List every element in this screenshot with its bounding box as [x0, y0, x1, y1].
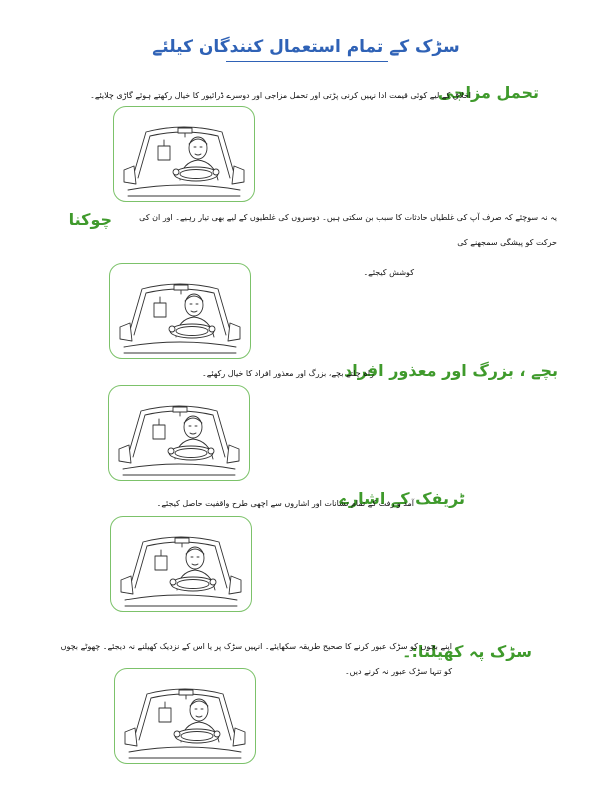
driver-icon — [114, 267, 246, 355]
driver-illustration-1 — [113, 106, 255, 202]
driver-illustration-4 — [110, 516, 252, 612]
section-heading-vulnerable: بچے ، بزرگ اور معذور افراد — [344, 361, 558, 380]
section-text-alert-3: کوشش کیجئے۔ — [363, 268, 414, 277]
driver-illustration-2 — [109, 263, 251, 359]
section-heading-patience: تحمل مزاجی — [437, 83, 539, 102]
title-underline — [226, 61, 388, 62]
section-heading-signals: ٹریفک کے اشارے — [339, 489, 465, 508]
driver-illustration-3 — [108, 385, 250, 481]
driver-illustration-5 — [114, 668, 256, 764]
section-text-alert-2: حرکت کو پیشگی سمجھنے کی — [457, 238, 557, 247]
section-text-patience: اخلاق کے لیے کوئی قیمت ادا نہیں کرنی پڑتی اور تحمل مزاجی اور دوسرے ڈرائیور کا خیال رکھتے ہوئے گاڑی چلایئے۔ — [90, 91, 471, 100]
section-text-playing-2: کو تنہا سڑک عبور نہ کرنے دیں۔ — [344, 667, 452, 676]
section-text-signals: آمد و رفت کے تمام نشانات اور اشاروں سے اچھی طرح واقفیت حاصل کیجئے۔ — [156, 499, 414, 508]
driver-icon — [113, 389, 245, 477]
driver-icon — [118, 110, 250, 198]
section-text-playing-1: اپنے بچوں کو سڑک عبور کرنے کا صحیح طریقہ سکھایئے۔ انہیں سڑک پر یا اس کے نزدیک کھیلنے نہ دیجئے۔ چھوٹے بچوں — [60, 642, 452, 651]
section-heading-playing: سڑک پہ کھیلنا:۔ — [402, 642, 532, 661]
driver-icon — [119, 672, 251, 760]
page-title: سڑک کے تمام استعمال کنندگان کیلئے — [152, 37, 460, 57]
driver-icon — [115, 520, 247, 608]
section-text-vulnerable: راہ چلتے بچے، بزرگ اور معذور افراد کا خیال رکھئے۔ — [202, 369, 374, 378]
section-heading-alert: چوکنا — [68, 210, 112, 229]
section-text-alert-1: یہ نہ سوچئے کہ صرف آپ کی غلطیاں حادثات کا سبب بن سکتی ہیں۔ دوسروں کی غلطیوں کے لیے بھی تیار رہیے۔ اور ان کی — [139, 213, 557, 222]
